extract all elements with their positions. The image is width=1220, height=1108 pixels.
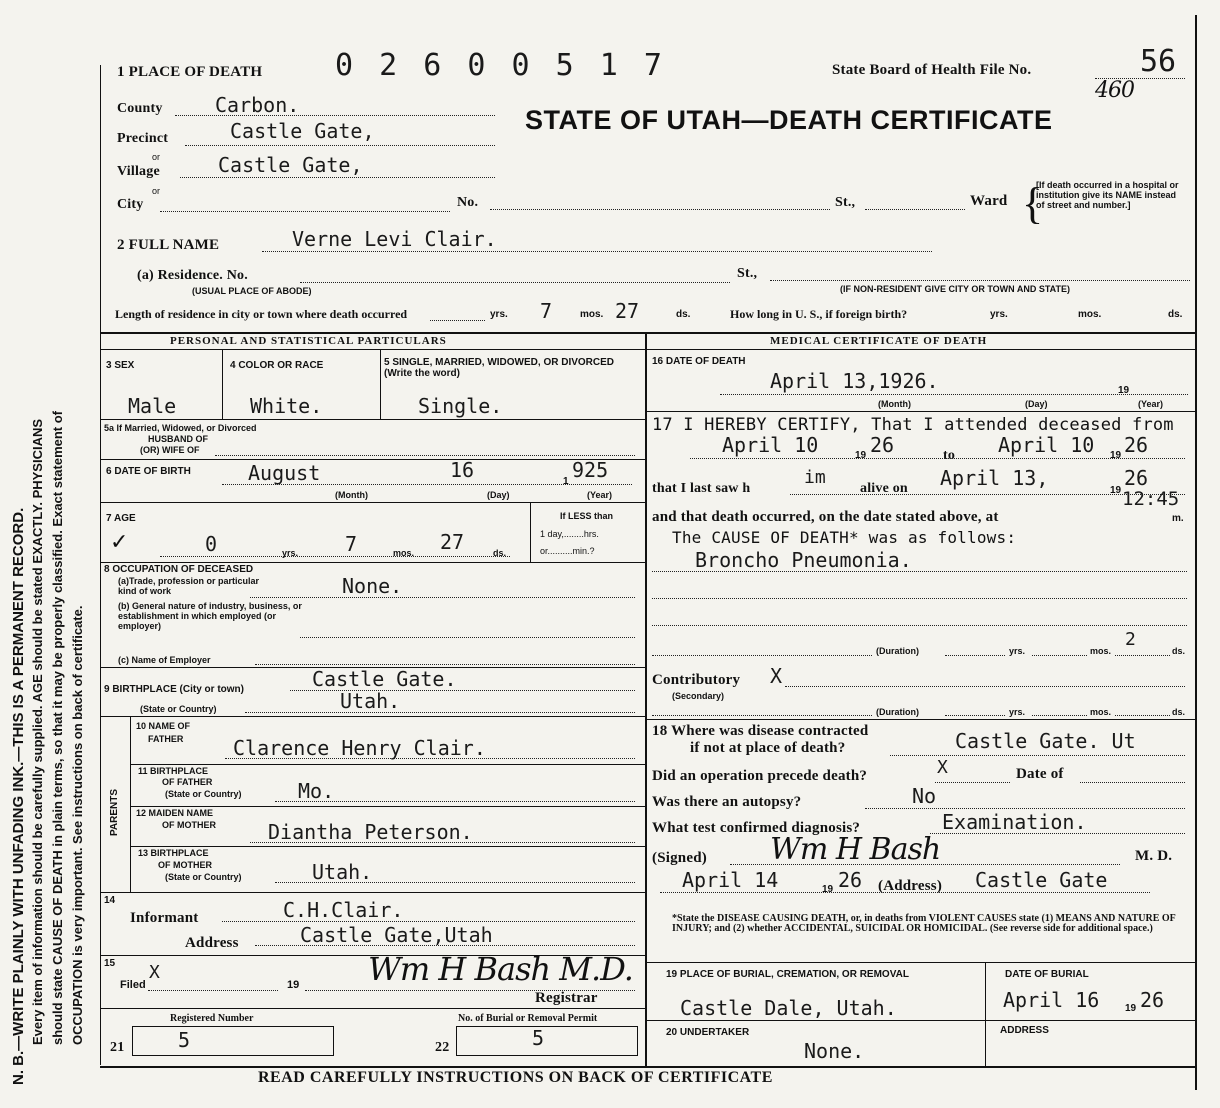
registrar-label: Registrar xyxy=(535,990,598,1006)
dob-month-caption: (Month) xyxy=(335,490,368,500)
sex-label: 3 SEX xyxy=(106,360,135,371)
occupation-b-label: (b) General nature of industry, business, or establishment in which employed (or employer) xyxy=(118,601,302,631)
last-saw-pronoun: im xyxy=(804,467,826,488)
time-of-death: 12:45 xyxy=(1122,488,1180,510)
signed-address-value: Castle Gate xyxy=(975,868,1108,892)
dod-day-caption: (Day) xyxy=(1025,399,1048,409)
signed-label: (Signed) xyxy=(652,850,707,866)
filed-mark: X xyxy=(149,962,160,983)
full-name-value: Verne Levi Clair. xyxy=(292,227,497,251)
age-checkmark: ✓ xyxy=(110,530,129,555)
dob-year-caption: (Year) xyxy=(587,490,613,500)
duration-mos-1: mos. xyxy=(1090,646,1112,656)
burial-date-year: 26 xyxy=(1140,988,1165,1012)
dob-year: 925 xyxy=(572,458,609,482)
spouse-label-1: 5a If Married, Widowed, or Divorced xyxy=(104,423,257,433)
signed-date: April 14 xyxy=(682,868,779,892)
signed-signature: Wm H Bash xyxy=(770,832,941,867)
file-no-label: State Board of Health File No. xyxy=(832,62,1032,78)
full-name-label: 2 FULL NAME xyxy=(117,237,220,253)
ward-label: Ward xyxy=(970,193,1008,209)
dod-value: April 13,1926. xyxy=(770,369,939,393)
filed-label: Filed xyxy=(120,979,146,991)
cause-label: The CAUSE OF DEATH* was as follows: xyxy=(672,528,1017,547)
dod-month-caption: (Month) xyxy=(878,399,911,409)
informant-label: Informant xyxy=(130,910,199,926)
or-label-2: or xyxy=(152,186,161,196)
cause-value: Broncho Pneumonia. xyxy=(695,548,912,572)
county-label: County xyxy=(117,101,163,116)
birthplace-label: 9 BIRTHPLACE (City or town) xyxy=(104,684,244,695)
residence-months: 7 xyxy=(540,299,553,323)
test-value: Examination. xyxy=(942,810,1087,834)
burial-permit-box xyxy=(456,1026,638,1056)
signed-address-label: (Address) xyxy=(878,878,943,894)
dob-month: August xyxy=(248,461,321,485)
burial-place-value: Castle Dale, Utah. xyxy=(680,996,897,1020)
burial-place-label: 19 PLACE OF BURIAL, CREMATION, OR REMOVAL xyxy=(666,969,909,980)
signed-19: 19 xyxy=(822,884,834,895)
less-than-min: or..........min.? xyxy=(540,546,595,556)
frame-left xyxy=(100,65,101,1065)
alive-year: 26 xyxy=(1124,466,1149,490)
frame-right xyxy=(1195,15,1197,1090)
burial-date-label: DATE OF BURIAL xyxy=(1005,969,1089,980)
file-no-value: 56 xyxy=(1140,44,1177,79)
color-value: White. xyxy=(250,394,323,418)
operation-label: Did an operation precede death? xyxy=(652,768,868,784)
village-value: Castle Gate, xyxy=(218,153,363,177)
registered-number-box xyxy=(132,1026,334,1056)
registered-number-label: Registered Number xyxy=(170,1013,254,1024)
filed-num: 15 xyxy=(104,958,116,969)
father-label-1: 10 NAME OF xyxy=(136,721,191,731)
mother-name: Diantha Peterson. xyxy=(268,820,473,844)
attended-from: April 10 xyxy=(722,433,819,457)
secondary-label: (Secondary) xyxy=(672,691,725,701)
precinct-label: Precinct xyxy=(117,131,169,146)
duration-label-1: (Duration) xyxy=(876,646,919,656)
age-label: 7 AGE xyxy=(106,513,136,524)
dob-day-caption: (Day) xyxy=(487,490,510,500)
certificate-number: 0 2 6 0 0 5 1 7 xyxy=(335,48,666,83)
attended-to-19: 19 xyxy=(1110,450,1122,461)
mother-birthplace-label-1: 13 BIRTHPLACE xyxy=(138,848,209,858)
certificate-title: STATE OF UTAH—DEATH CERTIFICATE xyxy=(525,105,1053,135)
burial-permit-label: No. of Burial or Removal Permit xyxy=(458,1013,598,1024)
alive-19: 19 xyxy=(1110,485,1122,496)
autopsy-value: No xyxy=(912,784,937,808)
less-than-day: 1 day,........hrs. xyxy=(540,529,599,539)
attended-from-19: 19 xyxy=(855,450,867,461)
father-label-2: FATHER xyxy=(148,734,184,744)
duration-ds-2: ds. xyxy=(1172,707,1186,717)
father-birthplace-label-3: (State or Country) xyxy=(165,789,242,799)
place-of-death-label: 1 PLACE OF DEATH xyxy=(117,64,263,80)
color-label: 4 COLOR OR RACE xyxy=(230,360,324,371)
cause-note: *State the DISEASE CAUSING DEATH, or, in deaths from VIOLENT CAUSES state (1) MEANS AND NATURE OF INJURY; and (2) whether ACCIDENTAL, SUICIDAL OR HOMICIDAL. (See reverse side for additional space.) xyxy=(672,913,1176,934)
md-label: M. D. xyxy=(1135,848,1173,864)
mother-label-1: 12 MAIDEN NAME xyxy=(136,808,214,818)
death-occurred-text: and that death occurred, on the date stated above, at xyxy=(652,509,999,525)
village-label: Village xyxy=(117,164,160,179)
burial-date-value: April 16 xyxy=(1003,988,1100,1012)
side-instruction-2: Every item of information should be carefully supplied. AGE should be stated EXACTLY. PHYSICIANS xyxy=(30,418,45,1045)
mother-label-2: OF MOTHER xyxy=(162,820,216,830)
duration-yrs-2: yrs. xyxy=(1009,707,1026,717)
attended-to: April 10 xyxy=(998,433,1095,457)
residence-ds-label: ds. xyxy=(676,309,691,320)
birthplace-state-label: (State or Country) xyxy=(140,704,217,714)
burial-date-19: 19 xyxy=(1125,1003,1137,1014)
us-yrs-label: yrs. xyxy=(990,309,1008,320)
or-label-1: or xyxy=(152,152,161,162)
father-birthplace-label-2: OF FATHER xyxy=(162,777,213,787)
dod-label: 16 DATE OF DEATH xyxy=(652,356,746,367)
residence-label: (a) Residence. No. xyxy=(137,268,248,283)
age-days: 27 xyxy=(440,530,465,554)
sex-value: Male xyxy=(128,394,177,418)
residence-sublabel: (USUAL PLACE OF ABODE) xyxy=(192,286,312,296)
father-name: Clarence Henry Clair. xyxy=(233,736,486,760)
ward-note: [If death occurred in a hospital or institution give its NAME instead of street and number.] xyxy=(1036,180,1179,210)
no-label: No. xyxy=(457,195,479,210)
us-residence-label: How long in U. S., if foreign birth? xyxy=(730,307,908,321)
test-label: What test confirmed diagnosis? xyxy=(652,820,861,836)
file-no-handwritten: 460 xyxy=(1095,78,1134,103)
marital-label: 5 SINGLE, MARRIED, WIDOWED, OR DIVORCED (Write the word) xyxy=(384,357,615,379)
mother-birthplace: Utah. xyxy=(312,860,373,884)
burial-address-label: ADDRESS xyxy=(1000,1025,1049,1036)
less-than-label: If LESS than xyxy=(560,511,614,521)
undertaker-label: 20 UNDERTAKER xyxy=(666,1027,750,1038)
us-mos-label: mos. xyxy=(1078,309,1102,320)
contributory-mark: X xyxy=(770,664,783,688)
duration-mos-value: 2 xyxy=(1125,629,1136,650)
residence-days: 27 xyxy=(615,299,640,323)
date-of-label: Date of xyxy=(1016,766,1064,782)
informant-address-value: Castle Gate,Utah xyxy=(300,923,493,947)
attended-from-year: 26 xyxy=(870,433,895,457)
age-years: 0 xyxy=(205,532,218,556)
side-instruction-1: N. B.—WRITE PLAINLY WITH UNFADING INK.—THIS IS A PERMANENT RECORD. xyxy=(10,507,27,1085)
center-divider xyxy=(645,332,647,1067)
age-yrs-label: yrs. xyxy=(282,548,299,558)
autopsy-label: Was there an autopsy? xyxy=(652,794,802,810)
residence-mos-label: mos. xyxy=(580,309,604,320)
age-ds-label: ds. xyxy=(493,548,507,558)
contributory-label: Contributory xyxy=(652,672,741,688)
parents-vertical-label: PARENTS xyxy=(109,788,120,836)
operation-value: X xyxy=(937,757,948,778)
burial-permit-value: 5 xyxy=(532,1026,545,1050)
spouse-label-2: HUSBAND OF xyxy=(148,434,208,444)
informant-num: 14 xyxy=(104,895,116,906)
dod-year-caption: (Year) xyxy=(1138,399,1164,409)
us-ds-label: ds. xyxy=(1168,309,1183,320)
last-saw-label: that I last saw h xyxy=(652,481,751,496)
mother-birthplace-label-2: OF MOTHER xyxy=(158,860,212,870)
dod-19: 19 xyxy=(1118,385,1130,396)
length-of-residence-label: Length of residence in city or town where death occurred xyxy=(115,307,408,321)
attended-to-year: 26 xyxy=(1124,433,1149,457)
duration-label-2: (Duration) xyxy=(876,707,919,717)
footer-instructions: READ CAREFULLY INSTRUCTIONS ON BACK OF CERTIFICATE xyxy=(258,1069,773,1086)
dob-year-prefix: 1 xyxy=(563,476,569,487)
attended-to-label: to xyxy=(943,448,956,463)
age-mos-label: mos. xyxy=(393,548,415,558)
section-divider-top xyxy=(100,332,1195,334)
residence-st-label: St., xyxy=(737,266,758,281)
dob-day: 16 xyxy=(450,458,475,482)
county-value: Carbon. xyxy=(215,93,300,117)
occupation-a-label: (a)Trade, profession or particular kind of work xyxy=(118,576,260,596)
alive-label: alive on xyxy=(860,481,908,496)
marital-value: Single. xyxy=(418,394,503,418)
side-instruction-3: should state CAUSE OF DEATH in plain terms, so that it may be properly classified. Exact statement of xyxy=(50,410,65,1045)
residence-yrs-label: yrs. xyxy=(490,309,508,320)
signed-year: 26 xyxy=(838,868,863,892)
dob-label: 6 DATE OF BIRTH xyxy=(106,466,191,477)
medical-section-title: MEDICAL CERTIFICATE OF DEATH xyxy=(770,335,988,347)
employer-label: (c) Name of Employer xyxy=(118,655,211,665)
registrar-signature: Wm H Bash M.D. xyxy=(368,950,633,988)
certify-text: 17 I HEREBY CERTIFY, That I attended deceased from xyxy=(652,415,1174,435)
father-birthplace: Mo. xyxy=(298,779,335,803)
death-m-label: m. xyxy=(1172,513,1184,524)
father-birthplace-label-1: 11 BIRTHPLACE xyxy=(138,766,209,776)
informant-value: C.H.Clair. xyxy=(283,898,404,922)
personal-section-title: PERSONAL AND STATISTICAL PARTICULARS xyxy=(170,335,447,347)
where-contracted-value: Castle Gate. Ut xyxy=(955,729,1136,753)
st-label: St., xyxy=(835,195,856,210)
filed-year-label: 19 xyxy=(287,979,300,991)
undertaker-value: None. xyxy=(804,1039,865,1063)
side-instruction-4: OCCUPATION is very important. See instructions on back of certificate. xyxy=(70,605,85,1045)
permit-field: 22 xyxy=(435,1040,450,1055)
precinct-value: Castle Gate, xyxy=(230,119,375,143)
nonresident-note: (IF NON-RESIDENT GIVE CITY OR TOWN AND STATE) xyxy=(840,284,1071,294)
age-months: 7 xyxy=(345,532,358,556)
registered-number-value: 5 xyxy=(178,1028,191,1052)
informant-address-label: Address xyxy=(185,935,239,951)
duration-ds-1: ds. xyxy=(1172,646,1186,656)
occupation-label: 8 OCCUPATION OF DECEASED xyxy=(104,564,254,575)
mother-birthplace-label-3: (State or Country) xyxy=(165,872,242,882)
birthplace-city: Castle Gate. xyxy=(312,667,457,691)
duration-yrs-1: yrs. xyxy=(1009,646,1026,656)
alive-date: April 13, xyxy=(940,466,1049,490)
spouse-label-3: (OR) WIFE OF xyxy=(140,445,200,455)
where-contracted-label-1: 18 Where was disease contracted xyxy=(652,723,869,739)
occupation-value: None. xyxy=(342,574,403,598)
duration-mos-2: mos. xyxy=(1090,707,1112,717)
where-contracted-label-2: if not at place of death? xyxy=(690,740,846,756)
city-label: City xyxy=(117,197,144,212)
birthplace-state: Utah. xyxy=(340,689,401,713)
reg-num-field: 21 xyxy=(110,1040,125,1055)
